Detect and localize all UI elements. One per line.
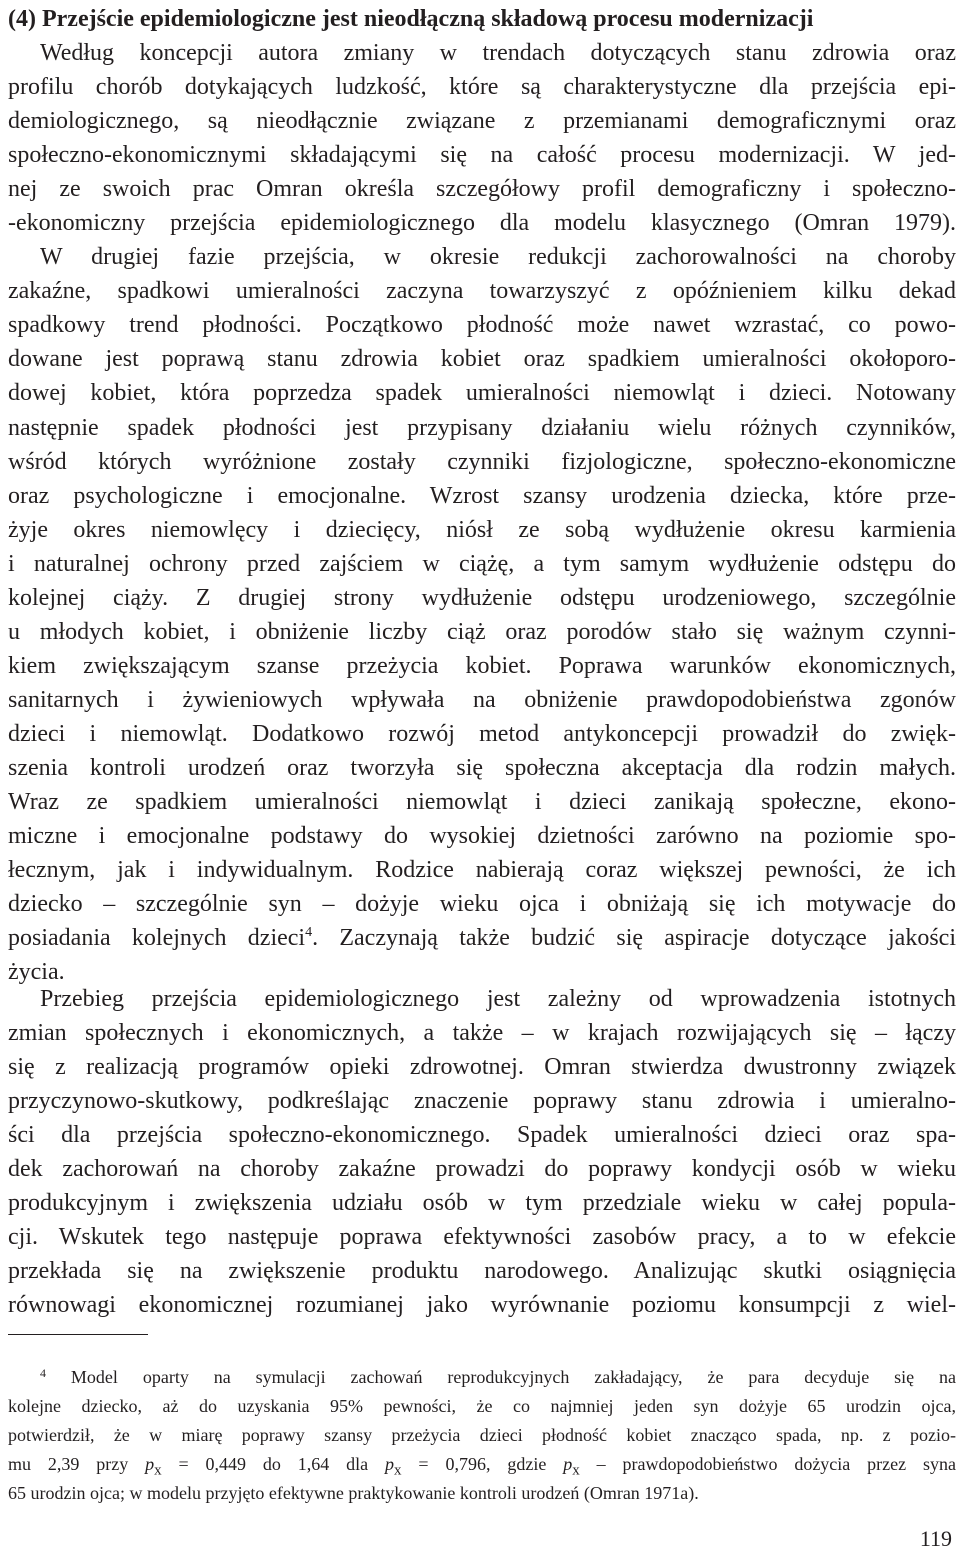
- text-line: ści dla przejścia społeczno-ekonomicznego. Spadek umieralności dzieci oraz spa-: [8, 1122, 956, 1149]
- text-line: następnie spadek płodności jest przypisany działaniu wielu różnych czynników,: [8, 414, 956, 441]
- text-line: u młodych kobiet, i obniżenie liczby ciąż oraz porodów stało się ważnym czynni-: [8, 618, 956, 645]
- text-line: Wraz ze spadkiem umieralności niemowląt i dzieci zanikają społeczne, ekono-: [8, 789, 956, 816]
- text-line: się z realizacją programów opieki zdrowotnej. Omran stwierdza dwustronny związek: [8, 1054, 956, 1081]
- text-line: kiem zwiększającym szanse przeżycia kobiet. Poprawa warunków ekonomicznych,: [8, 652, 956, 679]
- text-line: demiologicznego, są nieodłącznie związane z przemianami demograficznymi oraz: [8, 108, 956, 135]
- text-line: nej ze swoich prac Omran określa szczegółowy profil demograficzny i społeczno-: [8, 176, 956, 203]
- footnote-line: 65 urodzin ojca; w modelu przyjęto efektywne praktykowanie kontroli urodzeń (Omran 1971a).: [8, 1483, 699, 1503]
- text-line: dowane jest poprawą stanu zdrowia kobiet oraz spadkiem umieralności okołoporo-: [8, 346, 956, 373]
- section-heading: (4) Przejście epidemiologiczne jest nieodłączną składową procesu modernizacji: [8, 6, 814, 32]
- text-line: cji. Wskutek tego następuje poprawa efektywności zasobów pracy, a to w efekcie: [8, 1224, 956, 1251]
- text-line: oraz psychologiczne i emocjonalne. Wzrost szansy urodzenia dziecka, które prze-: [8, 482, 956, 509]
- text-line: miczne i emocjonalne podstawy do wysokiej dzietności zarówno na poziomie spo-: [8, 823, 956, 850]
- text-line: produkcyjnym i zwiększenia udziału osób w tym przedziale wieku w całej popula-: [8, 1190, 956, 1217]
- text-line: [8, 921, 956, 955]
- footnote-separator: [8, 1334, 148, 1335]
- text-line: W drugiej fazie przejścia, w okresie redukcji zachorowalności na choroby: [40, 244, 956, 271]
- text-segment: posiadania kolejnych dzieci: [8, 925, 306, 952]
- text-line: zmian społecznych i ekonomicznych, a także – w krajach rozwijających się – łączy: [8, 1020, 956, 1047]
- text-line: dek zachorowań na choroby zakaźne prowadzi do poprawy kondycji osób w wieku: [8, 1156, 956, 1183]
- text-line: dzieci i niemowląt. Dodatkowo rozwój metod antykoncepcji prowadził do zwięk-: [8, 720, 956, 747]
- text-line: Według koncepcji autora zmiany w trendach dotyczących stanu zdrowia oraz: [40, 40, 956, 66]
- paragraph-1: [8, 36, 956, 989]
- text-line: łecznym, jak i indywidualnym. Rodzice nabierają coraz większej pewności, że ich: [8, 857, 956, 884]
- text-line: Przebieg przejścia epidemiologicznego jest zależny od wprowadzenia istotnych: [40, 986, 956, 1012]
- footnote-subscript: x: [154, 1462, 162, 1479]
- text-line: kolejnej ciąży. Z drugiej strony wydłużenie odstępu urodzeniowego, szczególnie: [8, 584, 956, 611]
- footnote-text: Model oparty na symulacji zachowań reprodukcyjnych zakładający, że para decyduje się na: [70, 1367, 957, 1387]
- footnote-line: [8, 1450, 956, 1479]
- text-line: równowagi ekonomicznej rozumianej jako wyrównanie poziomu konsumpcji z wiel-: [8, 1292, 956, 1319]
- text-line: i naturalnej ochrony przed zajściem w ciążę, a tym samym wydłużenie odstępu do: [8, 550, 956, 577]
- footnote-line: potwierdził, że w miarę poprawy szansy przeżycia dzieci płodność kobiet znacząco spada, np. z pozio-: [8, 1425, 956, 1445]
- text-line: profilu chorób dotykających ludzkość, które są charakterystyczne dla przejścia epi-: [8, 74, 956, 101]
- text-line: sanitarnych i żywieniowych wpływała na obniżenie prawdopodobieństwa zgonów: [8, 686, 956, 713]
- text-line: życia.: [8, 959, 65, 986]
- text-line: dowej kobiet, która poprzedza spadek umieralności niemowląt i dzieci. Notowany: [8, 380, 956, 407]
- text-line: spadkowy trend płodności. Początkowo płodność może nawet wzrastać, co powo-: [8, 312, 956, 339]
- text-line: żyje okres niemowlęcy i dziecięcy, niósł ze sobą wydłużenie okresu karmienia: [8, 516, 956, 543]
- footnote-reference: 4: [305, 925, 313, 941]
- footnote-text: – prawdopodobieństwo dożycia przez syna: [579, 1454, 956, 1474]
- footnote-line: kolejne dziecko, aż do uzyskania 95% pewności, że co najmniej jeden syn dożyje 65 urodzin ojca,: [8, 1396, 956, 1416]
- footnote-text: mu 2,39 przy: [8, 1454, 146, 1474]
- footnote-symbol: p: [145, 1454, 155, 1474]
- footnote-marker: 4: [40, 1366, 46, 1380]
- text-line: -ekonomiczny przejścia epidemiologicznego dla modelu klasycznego (Omran 1979).: [8, 210, 956, 237]
- text-segment: . Zaczynają także budzić się aspiracje dotyczące jakości: [312, 925, 956, 952]
- text-line: szenia kontroli urodzeń oraz tworzyła się społeczna akceptacja dla rodzin małych.: [8, 754, 956, 781]
- footnote-text: = 0,796, gdzie: [401, 1454, 564, 1474]
- text-line: przyczynowo-skutkowy, podkreślając znaczenie poprawy stanu zdrowia i umieralno-: [8, 1088, 956, 1115]
- text-line: wśród których wyróżnione zostały czynniki fizjologiczne, społeczno-ekonomiczne: [8, 448, 956, 475]
- footnote-line: [8, 1363, 956, 1392]
- footnote: [8, 1363, 956, 1508]
- text-line: społeczno-ekonomicznymi składającymi się na całość procesu modernizacji. W jed-: [8, 142, 956, 169]
- footnote-text: = 0,449 do 1,64 dla: [161, 1454, 386, 1474]
- footnote-symbol: p: [385, 1454, 395, 1474]
- footnote-subscript: x: [394, 1462, 402, 1479]
- footnote-subscript: x: [572, 1462, 580, 1479]
- text-line: przekłada się na zwiększenie produktu narodowego. Analizując skutki osiągnięcia: [8, 1258, 956, 1285]
- footnote-symbol: p: [563, 1454, 573, 1474]
- page-number: 119: [919, 1526, 952, 1551]
- paragraph-2: [8, 982, 956, 1322]
- text-line: dziecko – szczególnie syn – dożyje wieku ojca i obniżają się ich motywacje do: [8, 891, 956, 918]
- text-line: zakaźne, spadkowi umieralności zaczyna towarzyszyć z opóźnieniem kilku dekad: [8, 278, 956, 305]
